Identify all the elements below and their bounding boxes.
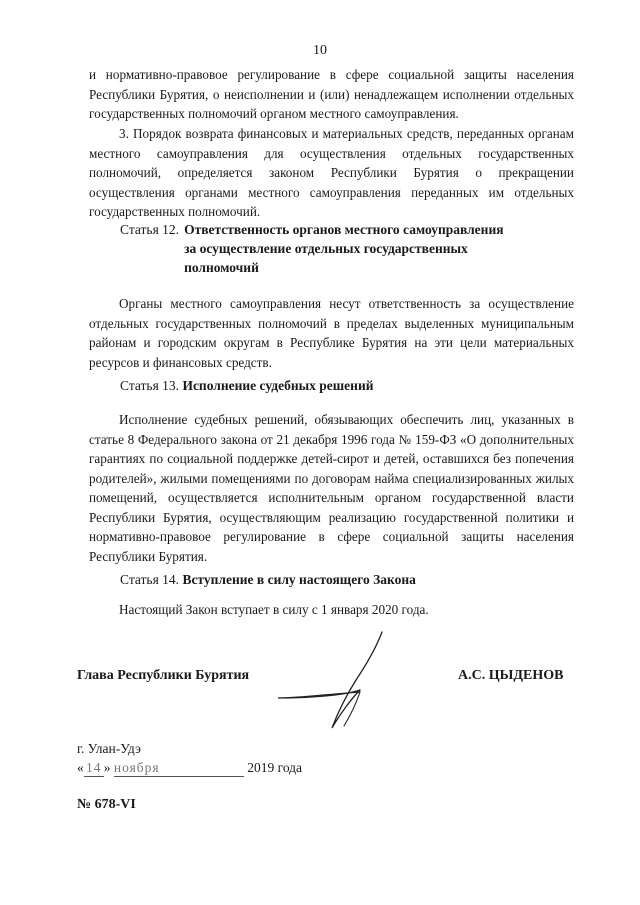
date-open-quote: « xyxy=(77,760,84,775)
article-14-heading xyxy=(120,570,416,589)
article-13-text: Исполнение судебных решений, обязывающих обеспечить лиц, указанных в статье 8 Федерального закона от 21 декабря 1996 года № 159-ФЗ «О дополнительных гарантиях по социальной поддержке детей-сирот и детей, оставшихся без попечения родителей», жилыми помещениями по договорам найма специализированных жилых помещений, осуществляется исполнительным органом государственной власти Республики Бурятия, осуществляющим реализацию государственной политики и нормативно-правовое регулирование в сфере социальной защиты населения Республики Бурятия. xyxy=(89,412,574,564)
article-13-title: Исполнение судебных решений xyxy=(182,378,374,393)
article-12-heading xyxy=(120,220,504,277)
page-number: 10 xyxy=(313,43,327,58)
paragraph-continuation: и нормативно-правовое регулирование в сфере социальной защиты населения Республики Бурятия, о неисполнении и (или) ненадлежащем исполнении отдельных государственных полномочий органом местного самоуправления. xyxy=(89,67,574,121)
article-14-text: Настоящий Закон вступает в силу с 1 января 2020 года. xyxy=(119,602,429,617)
article-14-prefix: Статья 14. xyxy=(120,572,180,587)
article-14-title: Вступление в силу настоящего Закона xyxy=(182,572,416,587)
article-12-title-line1: Ответственность органов местного самоуправления xyxy=(184,222,504,237)
article-12-title xyxy=(184,220,503,277)
signatory-name: А.С. ЦЫДЕНОВ xyxy=(458,668,564,683)
date-close-quote: » xyxy=(103,760,111,775)
date-year: 2019 года xyxy=(247,760,303,775)
date-month: ноября xyxy=(113,760,160,775)
article-13-prefix: Статья 13. xyxy=(120,378,180,393)
article-13-heading xyxy=(120,376,374,395)
article-12-text: Органы местного самоуправления несут ответственность за осуществление отдельных государственных полномочий в пределах выделенных муниципальным районам и городским округам в Республике Бурятия на эти цели материальных ресурсов и финансовых средств. xyxy=(89,296,574,370)
place-of-signing: г. Улан-Удэ xyxy=(77,741,141,756)
handwritten-signature xyxy=(260,628,400,738)
article-12-title-line2: за осуществление отдельных государственных xyxy=(184,241,468,256)
date-day: 14 xyxy=(86,760,102,775)
document-number: № 678-VI xyxy=(77,797,136,812)
signatory-position: Глава Республики Бурятия xyxy=(77,668,250,683)
signing-date xyxy=(77,760,302,777)
article-12-title-line3: полномочий xyxy=(184,260,259,275)
paragraph-clause-3: 3. Порядок возврата финансовых и материальных средств, переданных органам местного самоуправления для осуществления отдельных государственных полномочий, определяется законом Республики Бурятия о прекращении осуществления органами местного самоуправления переданных им отдельных государственных полномочий. xyxy=(89,126,574,219)
article-12-prefix: Статья 12. xyxy=(120,222,180,237)
